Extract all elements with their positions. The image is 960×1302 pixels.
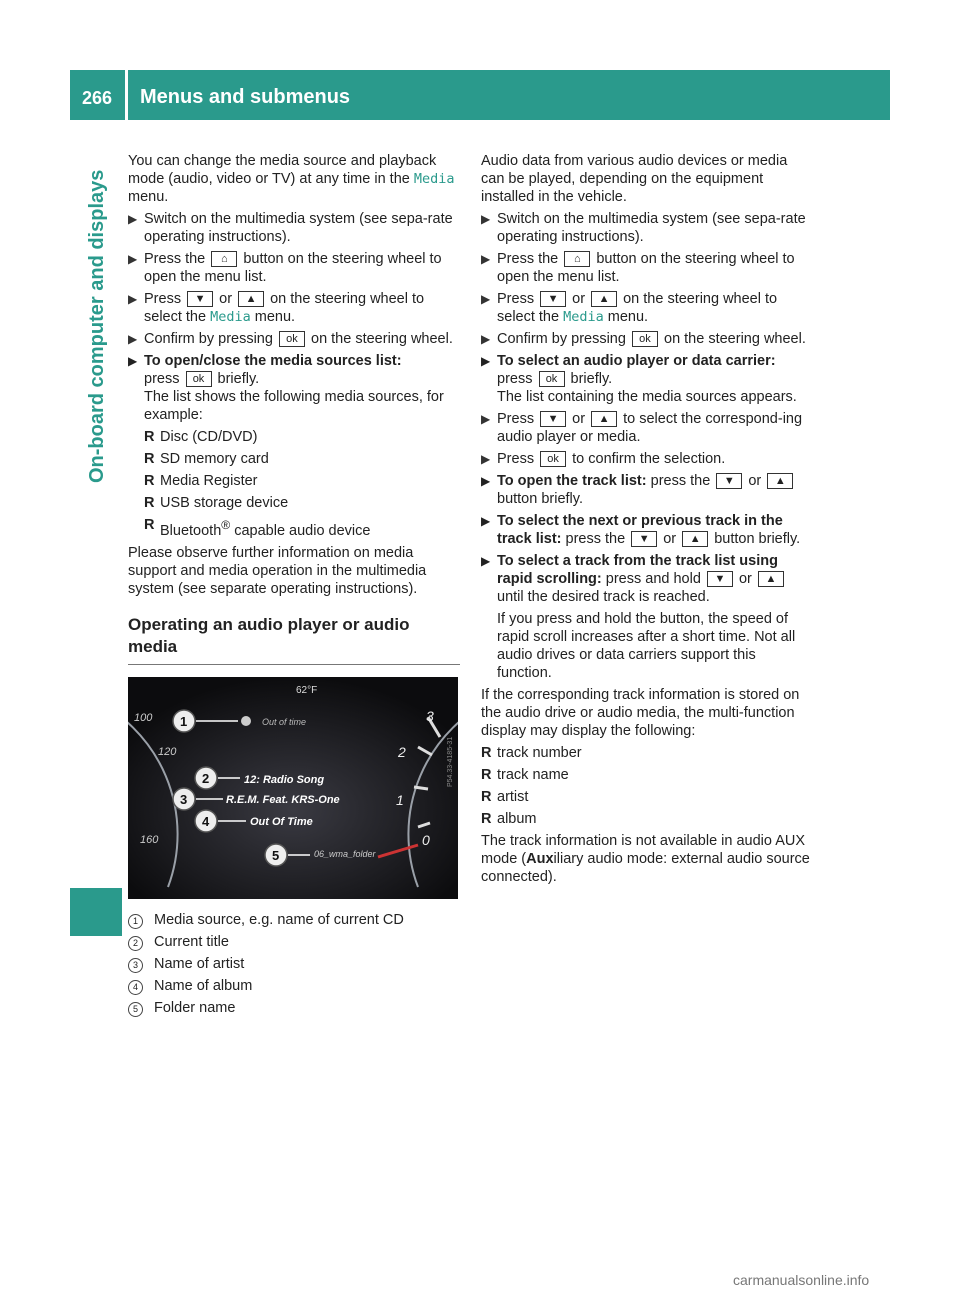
album-text: Out Of Time <box>250 815 313 828</box>
speed-tick-label: 100 <box>134 711 153 724</box>
media-menu-word: Media <box>563 309 604 325</box>
step-arrow-icon: ▶ <box>128 332 138 346</box>
down-key-icon: ▼ <box>716 473 742 489</box>
rpm-tick-label: 0 <box>422 831 430 848</box>
instruction-step: ▶ Press ▼ or ▲ on the steering wheel to select the Media menu. <box>481 291 778 325</box>
down-key-icon: ▼ <box>540 411 566 427</box>
step-arrow-icon: ▶ <box>481 212 491 226</box>
instruction-step: ▶ To select a track from the track list using rapid scrolling: press and hold ▼ or ▲ until the desired track is reached. If you press and hold the button, the speed of rapid scroll increases after a short time. Not all audio drives or data carriers support this function. <box>481 553 796 681</box>
section-title: Menus and submenus <box>140 86 351 108</box>
step-arrow-icon: ▶ <box>481 474 491 488</box>
speed-tick-label: 120 <box>158 745 177 758</box>
ok-key-icon: ok <box>632 331 658 347</box>
temperature-reading: 62°F <box>296 684 318 696</box>
bullet-icon: R <box>481 811 492 827</box>
legend-number: 4 <box>128 980 143 995</box>
track-title-text: 12: Radio Song <box>244 773 325 786</box>
step-arrow-icon: ▶ <box>481 332 491 346</box>
note-paragraph: Please observe further information on media support and media operation in the multimedia system (see separate operating instructions). <box>128 544 427 597</box>
instruction-step: ▶ Switch on the multimedia system (see sepa-rate operating instructions). <box>481 211 806 245</box>
home-key-icon: ⌂ <box>564 251 590 267</box>
step-arrow-icon: ▶ <box>481 354 491 368</box>
legend-item: 4 Name of album <box>128 977 460 995</box>
section-heading: Operating an audio player or audio media <box>128 614 410 656</box>
media-source-text: Out of time <box>262 716 307 727</box>
home-key-icon: ⌂ <box>211 251 237 267</box>
instruction-step: ▶ To select an audio player or data carrier: press ok briefly. The list containing the media sources appears. <box>481 353 797 405</box>
list-item: R Disc (CD/DVD) <box>144 429 258 445</box>
speed-tick-label: 160 <box>140 833 159 846</box>
ok-key-icon: ok <box>186 371 212 387</box>
step-arrow-icon: ▶ <box>481 252 491 266</box>
step-arrow-icon: ▶ <box>481 412 491 426</box>
bullet-icon: R <box>144 495 155 511</box>
rpm-tick-label: 2 <box>398 743 406 760</box>
bullet-icon: R <box>481 767 492 783</box>
list-item: R track number <box>481 745 582 761</box>
svg-text:3: 3 <box>180 791 188 807</box>
instruction-step: ▶ Press ▼ or ▲ on the steering wheel to select the Media menu. <box>128 291 425 325</box>
folder-text: 06_wma_folder <box>314 848 376 859</box>
legend-number: 5 <box>128 1002 143 1017</box>
watermark: carmanualsonline.info <box>733 1272 870 1288</box>
header-divider <box>125 70 128 120</box>
svg-text:1: 1 <box>180 713 188 729</box>
step-arrow-icon: ▶ <box>481 554 491 568</box>
left-column <box>128 152 460 1021</box>
ok-key-icon: ok <box>539 371 565 387</box>
legend-number: 1 <box>128 914 143 929</box>
legend-item: 5 Folder name <box>128 999 460 1017</box>
down-key-icon: ▼ <box>187 291 213 307</box>
up-key-icon: ▲ <box>591 411 617 427</box>
svg-text:5: 5 <box>272 847 280 863</box>
legend-item: 1 Media source, e.g. name of current CD <box>128 911 460 929</box>
callout-4 <box>195 810 217 832</box>
bullet-icon: R <box>144 517 155 533</box>
up-key-icon: ▲ <box>591 291 617 307</box>
callout-5 <box>265 844 287 866</box>
step-arrow-icon: ▶ <box>128 354 138 368</box>
figure-code: P54.33-4185-31 <box>447 736 454 787</box>
list-item: R USB storage device <box>144 495 289 511</box>
legend-number: 3 <box>128 958 143 973</box>
down-key-icon: ▼ <box>631 531 657 547</box>
bullet-icon: R <box>144 451 155 467</box>
ok-key-icon: ok <box>279 331 305 347</box>
list-item: R Bluetooth® capable audio device <box>144 517 371 539</box>
aux-paragraph: The track information is not available in audio AUX mode (Auxiliary audio mode: external audio source connected). <box>481 833 810 885</box>
list-item: R artist <box>481 789 529 805</box>
right-column <box>481 152 814 890</box>
svg-text:2: 2 <box>202 770 210 786</box>
instruction-step: ▶ To open/close the media sources list: press ok briefly. The list shows the following media sources, for example: <box>128 353 444 423</box>
intro-paragraph: You can change the media source and playback mode (audio, video or TV) at any time in the Media menu. <box>128 153 455 205</box>
instruction-step: ▶ Switch on the multimedia system (see sepa-rate operating instructions). <box>128 211 453 245</box>
step-arrow-icon: ▶ <box>128 292 138 306</box>
list-item: R SD memory card <box>144 451 269 467</box>
side-chapter-marker <box>70 888 122 936</box>
callout-2 <box>195 767 217 789</box>
instruction-step: ▶ To open the track list: press the ▼ or ▲ button briefly. <box>481 472 814 508</box>
step-arrow-icon: ▶ <box>128 252 138 266</box>
down-key-icon: ▼ <box>707 571 733 587</box>
legend-number: 2 <box>128 936 143 951</box>
bullet-icon: R <box>481 745 492 761</box>
intro-paragraph: Audio data from various audio devices or media can be played, depending on the equipment installed in the vehicle. <box>481 153 788 205</box>
step-arrow-icon: ▶ <box>128 212 138 226</box>
svg-text:4: 4 <box>202 813 210 829</box>
legend-item: 3 Name of artist <box>128 955 460 973</box>
bullet-icon: R <box>144 429 155 445</box>
list-item: R album <box>481 811 537 827</box>
media-menu-word: Media <box>210 309 251 325</box>
side-chapter-label: On-board computer and displays <box>86 170 108 484</box>
ok-key-icon: ok <box>540 451 566 467</box>
step-arrow-icon: ▶ <box>481 452 491 466</box>
up-key-icon: ▲ <box>758 571 784 587</box>
rpm-tick-label: 1 <box>396 791 404 808</box>
callout-1 <box>173 710 195 732</box>
heading-rule <box>128 664 460 665</box>
instruction-step: ▶ Press the ⌂ button on the steering wheel to open the menu list. <box>481 251 795 285</box>
bullet-icon: R <box>481 789 492 805</box>
instruction-step: ▶ Press ok to confirm the selection. <box>481 451 726 467</box>
legend-item: 2 Current title <box>128 933 460 951</box>
instruction-step: ▶ Press ▼ or ▲ to select the correspond-ing audio player or media. <box>481 411 803 445</box>
up-key-icon: ▲ <box>767 473 793 489</box>
media-menu-word: Media <box>413 171 455 187</box>
instruction-step: ▶ Confirm by pressing ok on the steering wheel. <box>481 331 806 347</box>
up-key-icon: ▲ <box>682 531 708 547</box>
up-key-icon: ▲ <box>238 291 264 307</box>
callout-3 <box>173 788 195 810</box>
list-item: R track name <box>481 767 569 783</box>
rpm-tick-label: 3 <box>426 707 434 724</box>
info-paragraph: If the corresponding track information is stored on the audio drive or audio media, the multi-function display may display the following: <box>481 687 800 739</box>
page-number: 266 <box>82 88 113 108</box>
instrument-cluster-image <box>128 677 458 899</box>
bullet-icon: R <box>144 473 155 489</box>
instruction-step: ▶ Confirm by pressing ok on the steering wheel. <box>128 331 453 347</box>
list-item: R Media Register <box>144 473 258 489</box>
artist-text: R.E.M. Feat. KRS-One <box>226 793 340 806</box>
instruction-step: ▶ To select the next or previous track in the track list: press the ▼ or ▲ button briefly. <box>481 513 801 547</box>
step-arrow-icon: ▶ <box>481 292 491 306</box>
instruction-step: ▶ Press the ⌂ button on the steering wheel to open the menu list. <box>128 251 442 285</box>
cluster-display-svg <box>128 677 458 899</box>
step-arrow-icon: ▶ <box>481 514 491 528</box>
down-key-icon: ▼ <box>540 291 566 307</box>
